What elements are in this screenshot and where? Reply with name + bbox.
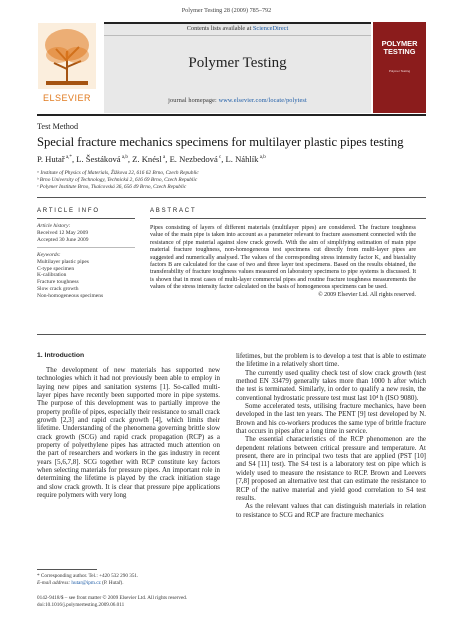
- front-matter: [37, 595, 337, 608]
- abstract-heading: ABSTRACT: [150, 208, 197, 214]
- email-link[interactable]: hutar@ipm.cz: [71, 579, 101, 586]
- masthead-inner-rule: [104, 35, 371, 36]
- article-type: Test Method: [37, 122, 79, 131]
- running-head: Polymer Testing 28 (2009) 785–792: [181, 7, 272, 14]
- author-affil-marker: a,b: [258, 155, 266, 161]
- keyword-item: Fracture toughness: [37, 279, 79, 286]
- journal-homepage: [104, 97, 371, 104]
- accepted-date: Accepted 30 June 2009: [37, 236, 89, 243]
- keyword-item: Non-homogeneous specimens: [37, 292, 104, 299]
- keywords-label: Keywords:: [37, 252, 61, 258]
- corresponding-author: * Corresponding author. Tel.: +420 532 290 351.: [37, 573, 139, 579]
- email-label: E-mail address:: [37, 579, 72, 586]
- cover-title-line1: POLYMER: [381, 39, 418, 48]
- header-bottom-rule: [37, 114, 426, 116]
- author-name[interactable]: Z. Knésl: [132, 154, 162, 164]
- body-paragraph: As the relevant values that can distinguish materials in relation to resistance to SCG and RCP are fracture mechanics: [236, 502, 426, 519]
- abstract-bottom-rule: [37, 334, 426, 335]
- email-line: [37, 580, 237, 587]
- abstract-rule: [150, 218, 426, 219]
- author-name[interactable]: E. Nezbedová: [169, 154, 218, 164]
- cover-title-line2: TESTING: [383, 46, 416, 56]
- article-history: [37, 223, 137, 243]
- masthead-top-rule: [104, 22, 371, 24]
- abstract-text: Pipes consisting of layers of different materials (multilayer pipes) are considered. The fracture toughness value of the main pipe is taken into account as a parameter relevant to fracture assessment connected with the resistance of pipe material against slow crack growth. With the aim of simplifying estimation of main pipe material fracture toughness, non-homogeneous test specimens cut directly from multi-layer pipes are suggested and numerically analysed. The values of the corresponding stress intensity factor K₁ and biaxiality factors B are calculated for the case of two and three layer test specimens. Based on the results obtained, the transferability of fracture toughness values measured on laboratory specimens to pipe systems is discussed. It is shown that in most cases of multi-layer commercial pipes and routine fracture toughness measurements the values of the stress intensity factor calculated on the basis of homogeneous specimens can be used.: [150, 225, 416, 291]
- author-name[interactable]: L. Náhlík: [225, 154, 259, 164]
- footnote: [37, 573, 237, 586]
- body-left-column: [37, 366, 220, 500]
- author-name[interactable]: L. Šestáková: [76, 154, 121, 164]
- keyword-item: Slow crack growth: [37, 285, 79, 292]
- keyword-item: Multilayer plastic pipes: [37, 258, 89, 265]
- keywords-block: [37, 252, 142, 300]
- body-paragraph: The essential characteristics of the RCP phenomenon are the dependent relations between critical pressure and temperature. At present, there are in principal two tests that are applied (PST [10] and S4 [11] test). The S4 test is a laboratory test on pipe which is widely used to measure the resistance to RCP. Brown and Leevers [7,8] proposed an alternative test that can estimate the resistance to RCP of the native material and yield good correlation to S4 test results.: [236, 435, 426, 502]
- article-title: Special fracture mechanics specimens for multilayer plastic pipes testing: [37, 135, 404, 149]
- contents-prefix: Contents lists available at: [186, 25, 253, 32]
- email-suffix: (P. Hutař).: [100, 579, 124, 586]
- article-info-rule: [37, 218, 135, 219]
- body-paragraph: Some accelerated tests, utilising fracture mechanics, have been developed in the last ten years. The PENT [9] test developed by N. Brown and his co-workers produces the same type of brittle fracture that occurs in pipes after a long time in service.: [236, 402, 426, 436]
- contents-line: [104, 25, 371, 32]
- affiliation: ᵇ Brno University of Technology, Technická 2, 616 69 Brno, Czech Republic: [37, 177, 198, 183]
- received-date: Received 12 May 2009: [37, 229, 89, 236]
- body-paragraph: The development of new materials has supported new technologies which it had not previously been able to employ in laying new pipes and sanitation systems [1]. So-called multi-layer pipes have recently been supported more in pipe systems. The purpose of this development was to partially improve the property profile of pipes, especially their resistance to small crack growth [2,3] and rapid crack growth [4], which limits their lifetime. Understanding of the phenomena governing brittle slow crack growth (SCG) and rapid crack propagation (RCP) as a property of polyethylene pipes has attracted much attention on the part of researchers and workers in the gas industry in recent years [5,6,7,8]. SCG together with RCP constitute key factors when selecting materials for pressure pipes. An important role in determining the lifetime is played by the crack initiation stage and slow crack growth. It is clear that pressure pipe applications require polymers with very long: [37, 366, 221, 500]
- journal-cover: [373, 22, 426, 113]
- history-label: Article history:: [37, 223, 71, 229]
- abstract-body: [150, 225, 416, 299]
- author-affil-marker: c: [217, 155, 222, 161]
- body-paragraph: lifetimes, but the problem is to develop a test that is able to estimate the lifetime in a relatively short time.: [236, 352, 426, 369]
- author-affil-marker: a,*: [64, 155, 72, 161]
- homepage-prefix: journal homepage:: [168, 97, 219, 104]
- homepage-url-link[interactable]: www.elsevier.com/locate/polytest: [218, 97, 307, 104]
- author-list: P. Hutař $^{a,*}$, L. Šestáková $^{a,b}$, Z. Knésl $^a$, E. Nezbedová $^c$, L. Náhlík $^{a,b}$: [37, 154, 266, 164]
- author-name[interactable]: P. Hutař: [37, 154, 65, 164]
- footnote-rule: [37, 569, 97, 570]
- section-heading: 1. Introduction: [37, 352, 85, 359]
- cover-title: [373, 40, 426, 55]
- elsevier-logo: [36, 21, 98, 109]
- header-rule: [37, 197, 426, 198]
- keyword-item: K-calibration: [37, 272, 67, 279]
- journal-title: Polymer Testing: [188, 55, 287, 71]
- sciencedirect-link[interactable]: ScienceDirect: [252, 25, 289, 32]
- body-paragraph: The currently used quality check test of slow crack growth (test method EN 33479) generally takes more than 1000 h after which the test is terminated. Similarly, in order to qualify a new resin, the conventional hydrostatic pressure test must last 10⁴ h (ISO 9080).: [236, 368, 426, 402]
- publisher-wordmark: ELSEVIER: [42, 93, 92, 103]
- abstract-copyright: © 2009 Elsevier Ltd. All rights reserved.: [318, 291, 416, 298]
- author-affil-marker: a,b: [120, 155, 128, 161]
- author-affil-marker: a: [161, 155, 166, 161]
- affiliation: ᵃ Institute of Physics of Materials, Žižkova 22, 616 62 Brno, Czech Republic: [37, 170, 199, 176]
- issn-line: 0142-9418/$ – see front matter © 2009 Elsevier Ltd. All rights reserved.: [37, 595, 188, 601]
- body-right-column: [236, 352, 426, 519]
- cover-subtitle: Polymer Testing: [388, 69, 411, 74]
- keyword-item: C-type specimen: [37, 265, 75, 272]
- doi-line[interactable]: doi:10.1016/j.polymertesting.2009.06.011: [37, 601, 125, 608]
- affiliation: ᶜ Polymer Institute Brno, Tkalcovská 36, 656 49 Brno, Czech Republic: [37, 184, 187, 190]
- keywords-rule: [37, 247, 135, 248]
- article-info-heading: ARTICLE INFO: [37, 208, 100, 214]
